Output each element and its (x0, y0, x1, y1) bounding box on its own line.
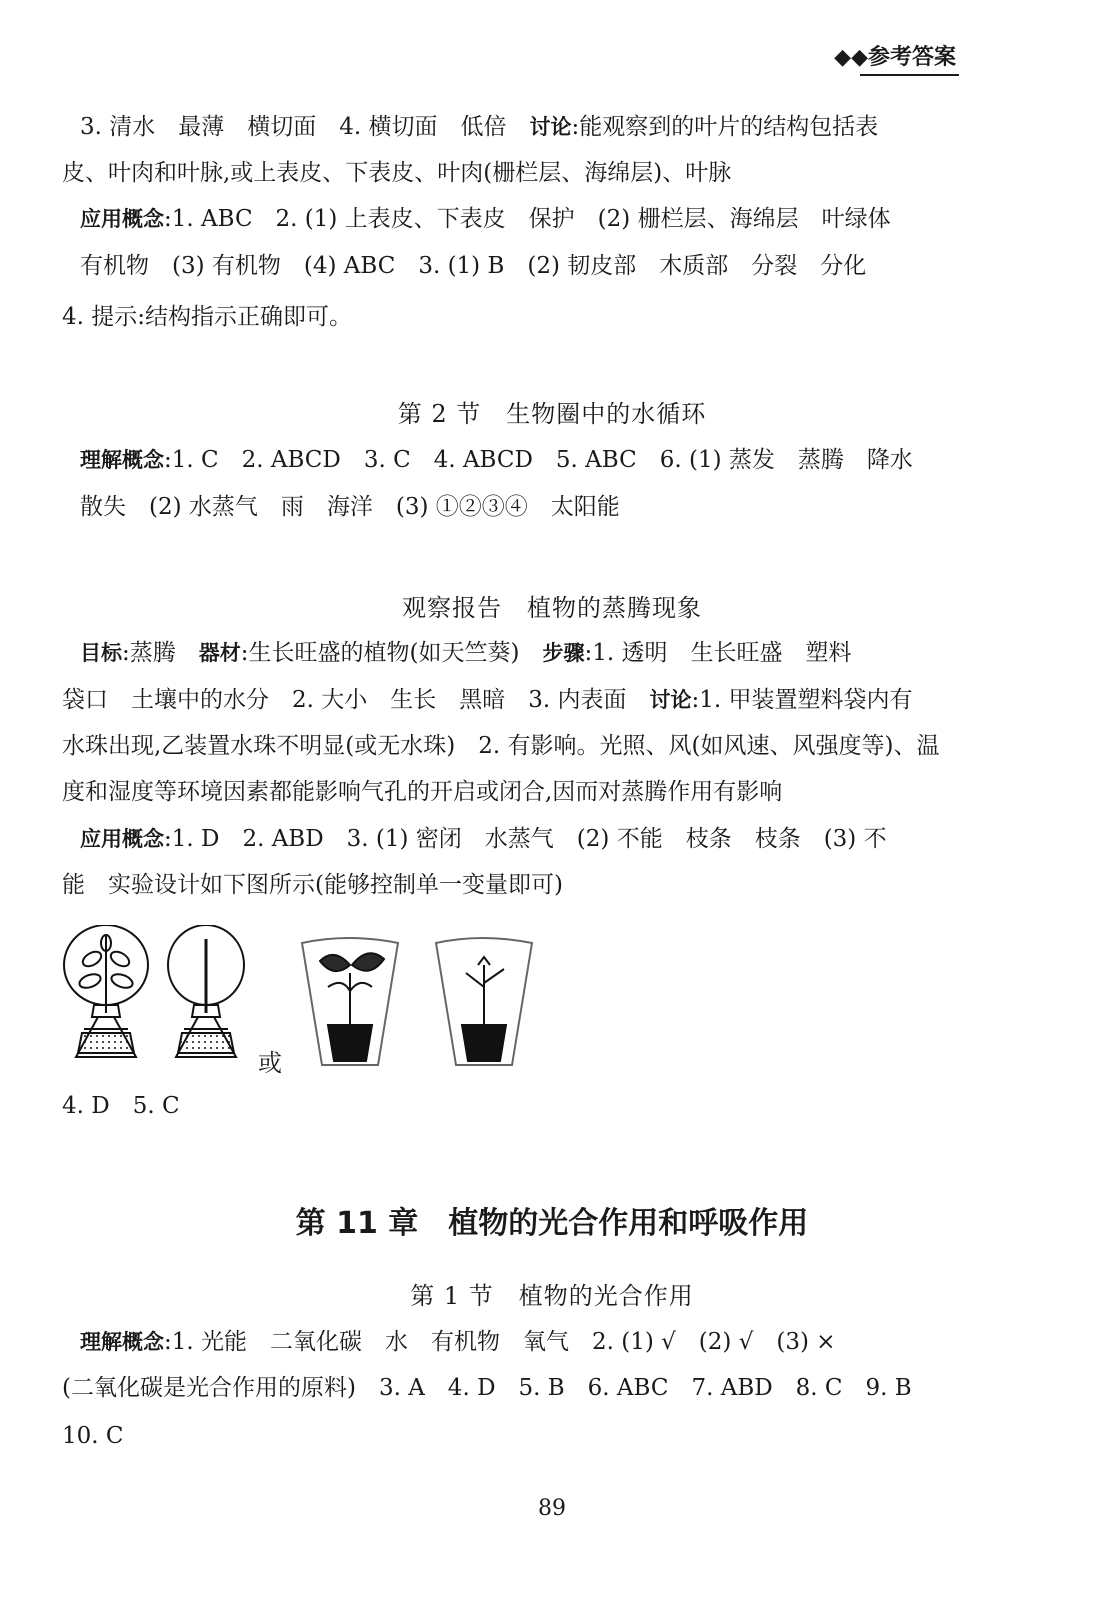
chapter-11-title: 第 11 章 植物的光合作用和呼吸作用 (295, 1206, 809, 1241)
report-line-1: 目标:蒸腾 器材:生长旺盛的植物(如天竺葵) 步骤:1. 透明 生长旺盛 塑料 (80, 640, 852, 666)
answer-line-1: 3. 清水 最薄 横切面 4. 横切面 低倍 讨论:能观察到的叶片的结构包括表 (80, 114, 879, 140)
bell-jar-plant-with-leaves (302, 938, 398, 1065)
bell-jar-plant-without-leaves (436, 938, 532, 1065)
report-line-6: 能 实验设计如下图所示(能够控制单一变量即可) (62, 872, 563, 898)
answer-line-5: 4. 提示:结构指示正确即可。 (62, 304, 353, 330)
header-tag: ◆◆参考答案 (834, 45, 956, 70)
answer-line-4: 有机物 (3) 有机物 (4) ABC 3. (1) B (2) 韧皮部 木质部 分裂 分化 (80, 253, 867, 279)
page-number: 89 (538, 1496, 566, 1521)
or-label: 或 (258, 1049, 282, 1077)
report-line-5: 应用概念:1. D 2. ABD 3. (1) 密闭 水蒸气 (2) 不能 枝条 枝条 (3) 不 (80, 826, 887, 852)
experiment-figures (58, 925, 578, 1075)
chapter-11-line-1: 理解概念:1. 光能 二氧化碳 水 有机物 氧气 2. (1) √ (2) √ (3) × (80, 1329, 836, 1355)
report-line-2: 袋口 土壤中的水分 2. 大小 生长 黑暗 3. 内表面 讨论:1. 甲装置塑料袋内有 (62, 687, 913, 713)
section-2-title: 第 2 节 生物圈中的水循环 (397, 400, 707, 428)
bagged-plant-with-leaves (64, 925, 148, 1057)
bagged-plant-without-leaves (168, 925, 244, 1057)
chapter-11-line-3: 10. C (62, 1423, 124, 1449)
section-2-line-1: 理解概念:1. C 2. ABCD 3. C 4. ABCD 5. ABC 6. (1) 蒸发 蒸腾 降水 (80, 447, 913, 473)
chapter-11-line-2: (二氧化碳是光合作用的原料) 3. A 4. D 5. B 6. ABC 7. ABD 8. C 9. B (62, 1375, 912, 1401)
answer-line-3: 应用概念:1. ABC 2. (1) 上表皮、下表皮 保护 (2) 栅栏层、海绵层 叶绿体 (80, 206, 891, 232)
report-line-4: 度和湿度等环境因素都能影响气孔的开启或闭合,因而对蒸腾作用有影响 (62, 779, 783, 805)
chapter-11-section-1-title: 第 1 节 植物的光合作用 (410, 1282, 694, 1310)
answer-line-2: 皮、叶肉和叶脉,或上表皮、下表皮、叶肉(栅栏层、海绵层)、叶脉 (62, 160, 732, 186)
report-line-7: 4. D 5. C (62, 1093, 180, 1119)
report-line-3: 水珠出现,乙装置水珠不明显(或无水珠) 2. 有影响。光照、风(如风速、风强度等)、温 (62, 733, 940, 759)
section-2-line-2: 散失 (2) 水蒸气 雨 海洋 (3) ①②③④ 太阳能 (80, 494, 620, 520)
header-rule (860, 74, 959, 76)
report-title: 观察报告 植物的蒸腾现象 (402, 594, 702, 622)
